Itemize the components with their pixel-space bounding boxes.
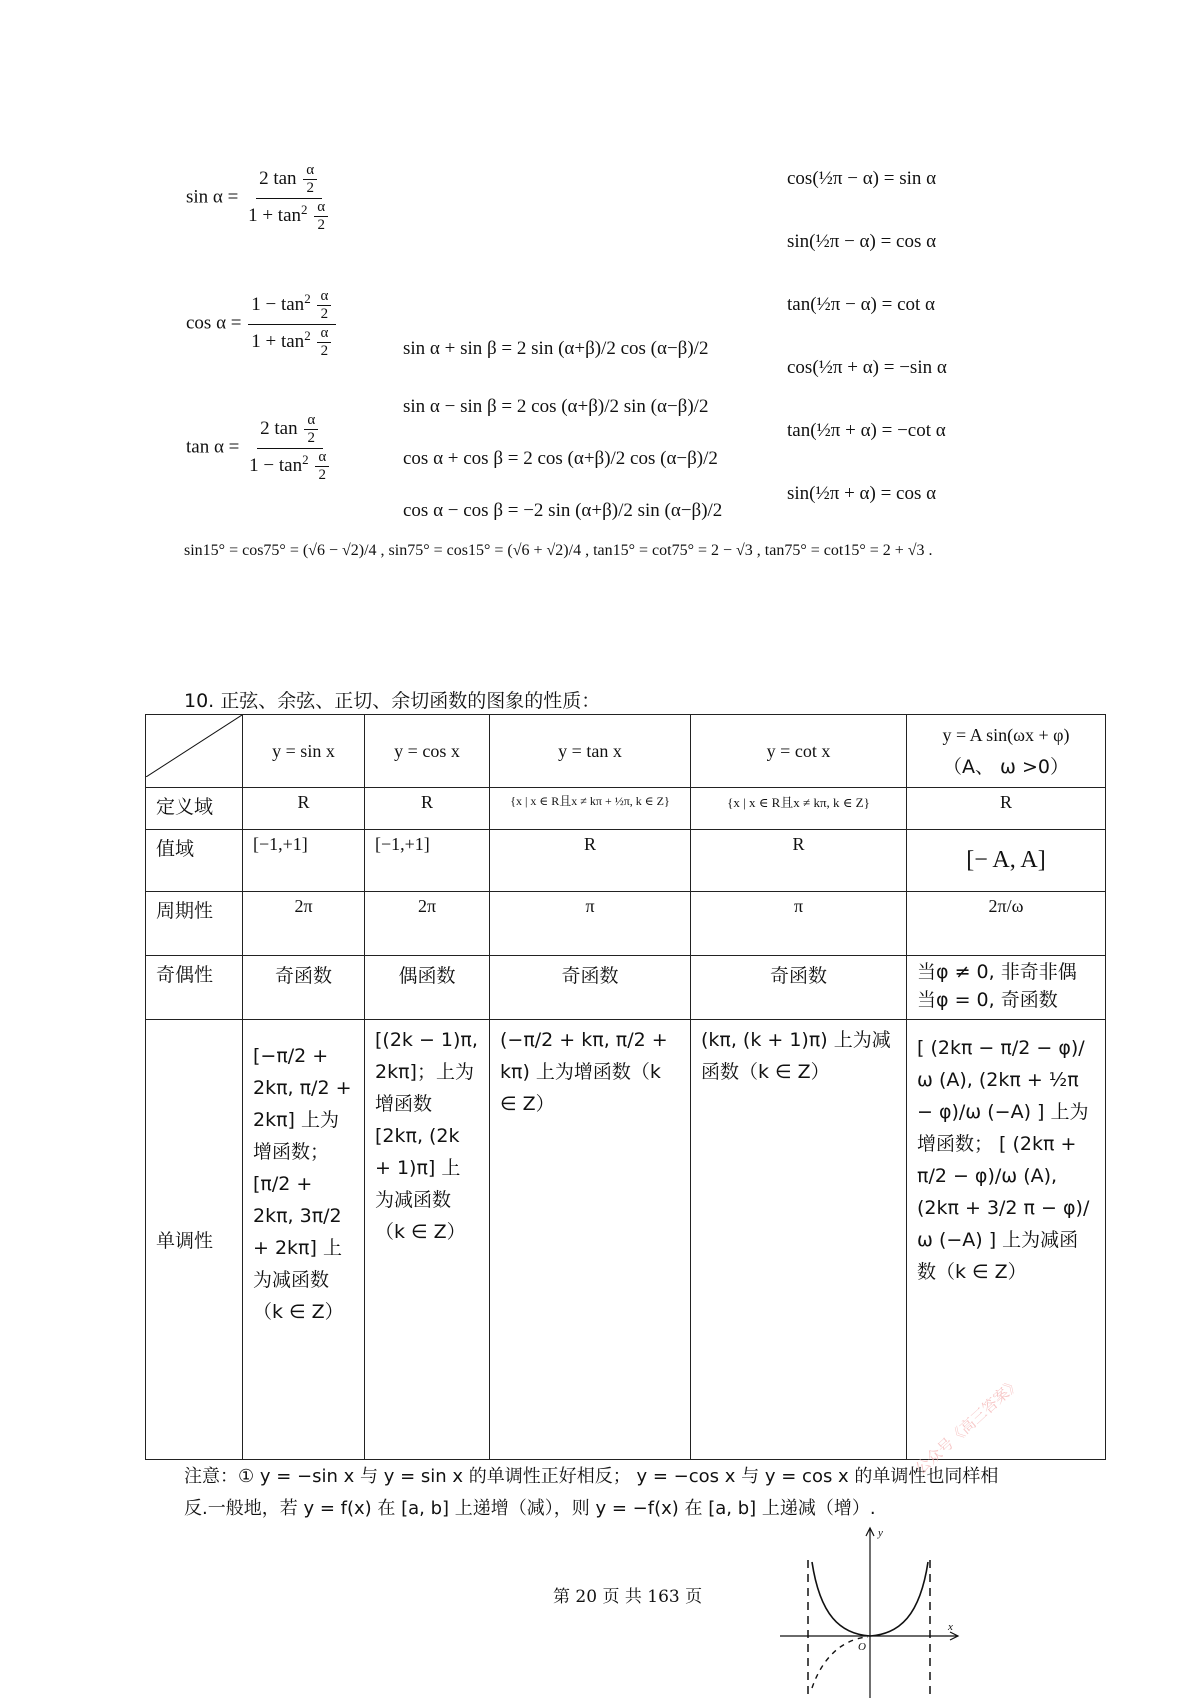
header-cos: y = cos x	[365, 715, 490, 788]
reduction-formula-1: cos(½π − α) = sin α	[787, 168, 937, 189]
reduction-formula-4: cos(½π + α) = −sin α	[787, 357, 947, 378]
header-cot: y = cot x	[691, 715, 907, 788]
section-title: 10. 正弦、余弦、正切、余切函数的图象的性质：	[184, 690, 601, 712]
trig-properties-table	[145, 714, 1106, 1460]
header-tan: y = tan x	[490, 715, 691, 788]
domain-cos: R	[365, 788, 490, 830]
domain-asin: R	[907, 788, 1106, 830]
sum-to-product-2: sin α − sin β = 2 cos (α+β)/2 sin (α−β)/2	[403, 396, 709, 417]
reduction-formula-6: sin(½π + α) = cos α	[787, 483, 937, 504]
special-angle-values: sin15° = cos75° = (√6 − √2)/4 , sin75° = cos15° = (√6 + √2)/4 , tan15° = cot75° = 2 − √3 , tan75° = cot15° = 2 + √3 .	[184, 542, 933, 559]
range-asin: [− A, A]	[907, 830, 1106, 892]
parity-cot: 奇函数	[691, 956, 907, 1020]
period-cos: 2π	[365, 892, 490, 956]
origin-label: O	[858, 1641, 866, 1653]
parity-tan: 奇函数	[490, 956, 691, 1020]
reduction-formula-3: tan(½π − α) = cot α	[787, 294, 936, 315]
row-label-period: 周期性	[146, 892, 243, 956]
sin-half-angle-formula: sin α = 2 tan $\frac{\alpha}{2}$ $1 + \tan^2$ $\frac{\alpha}{2}$	[186, 162, 335, 234]
sum-to-product-1: sin α + sin β = 2 sin (α+β)/2 cos (α−β)/2	[403, 338, 709, 359]
range-cos: [−1,+1]	[365, 830, 490, 892]
x-axis-label: x	[948, 1621, 953, 1633]
page-number: 第 20 页 共 163 页	[553, 1587, 703, 1607]
cos-half-angle-formula: cos α = $1 - \tan^2$ $\frac{\alpha}{2}$ $1 + \tan^2$ $\frac{\alpha}{2}$	[186, 288, 338, 360]
watermark: 公众号《高三答案》	[911, 1374, 1025, 1478]
range-cot: R	[691, 830, 907, 892]
mono-cos: [(2k − 1)π, 2kπ]；上为增函数 [2kπ, (2k + 1)π] 上为减函数（k ∈ Z）	[365, 1020, 490, 1460]
row-label-parity: 奇偶性	[146, 956, 243, 1020]
sum-to-product-4: cos α − cos β = −2 sin (α+β)/2 sin (α−β)/2	[403, 500, 723, 521]
row-label-monotonicity: 单调性	[146, 1020, 243, 1460]
domain-cot: {x | x ∈ R且x ≠ kπ, k ∈ Z}	[691, 788, 907, 830]
tan-half-angle-formula: tan α = 2 tan $\frac{\alpha}{2}$ $1 - \tan^2$ $\frac{\alpha}{2}$	[186, 412, 336, 484]
header-asin: y = A sin(ωx + φ) （A、 ω >0）	[907, 715, 1106, 788]
diagonal-line	[146, 715, 242, 777]
diagonal-header-cell	[146, 715, 243, 788]
header-sin: y = sin x	[243, 715, 365, 788]
reduction-formula-5: tan(½π + α) = −cot α	[787, 420, 946, 441]
mono-tan: (−π/2 + kπ, π/2 + kπ) 上为增函数（k ∈ Z）	[490, 1020, 691, 1460]
table-row-monotonicity	[146, 1020, 1106, 1460]
mono-sin: [−π/2 + 2kπ, π/2 + 2kπ] 上为增函数；[π/2 + 2kπ, 3π/2 + 2kπ] 上为减函数（k ∈ Z）	[243, 1020, 365, 1460]
row-label-range: 值域	[146, 830, 243, 892]
note-line-1: 注意：① y = −sin x 与 y = sin x 的单调性正好相反； y = −cos x 与 y = cos x 的单调性也同样相	[184, 1466, 999, 1487]
reduction-formula-2: sin(½π − α) = cos α	[787, 231, 937, 252]
mono-cot: (kπ, (k + 1)π) 上为减函数（k ∈ Z）	[691, 1020, 907, 1460]
period-sin: 2π	[243, 892, 365, 956]
period-asin: 2π/ω	[907, 892, 1106, 956]
table-row-range	[146, 830, 1106, 892]
mono-asin: [ (2kπ − π/2 − φ)/ω (A), (2kπ + ½π − φ)/ω (−A) ] 上为增函数； [ (2kπ + π/2 − φ)/ω (A), (2kπ + 3/2 π − φ)/ω (−A) ] 上为减函数（k ∈ Z）	[907, 1020, 1106, 1460]
range-tan: R	[490, 830, 691, 892]
table-header-row	[146, 715, 1106, 788]
parity-cos: 偶函数	[365, 956, 490, 1020]
parity-asin: 当φ ≠ 0, 非奇非偶 当φ = 0, 奇函数	[907, 956, 1106, 1020]
period-cot: π	[691, 892, 907, 956]
table-row-domain	[146, 788, 1106, 830]
y-axis-label: y	[878, 1527, 883, 1539]
function-graph	[780, 1520, 980, 1698]
table-row-parity	[146, 956, 1106, 1020]
note-line-2: 反.一般地，若 y = f(x) 在 [a, b] 上递增（减），则 y = −f(x) 在 [a, b] 上递减（增）.	[184, 1498, 876, 1519]
range-sin: [−1,+1]	[243, 830, 365, 892]
parity-sin: 奇函数	[243, 956, 365, 1020]
domain-sin: R	[243, 788, 365, 830]
domain-tan: {x | x ∈ R且x ≠ kπ + ½π, k ∈ Z}	[490, 788, 691, 830]
period-tan: π	[490, 892, 691, 956]
table-row-period	[146, 892, 1106, 956]
row-label-domain: 定义域	[146, 788, 243, 830]
sum-to-product-3: cos α + cos β = 2 cos (α+β)/2 cos (α−β)/2	[403, 448, 718, 469]
